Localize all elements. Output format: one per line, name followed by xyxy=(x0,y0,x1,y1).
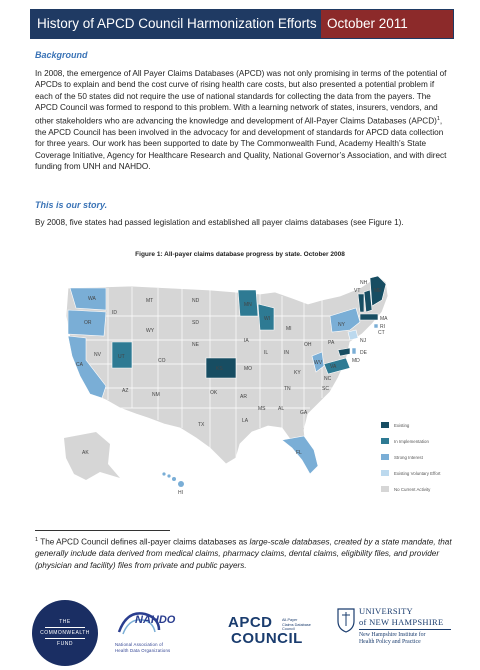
voluntary-effort-states xyxy=(348,330,358,340)
svg-text:NE: NE xyxy=(192,342,199,348)
legend-swatch xyxy=(381,486,389,492)
background-heading: Background xyxy=(35,50,88,60)
legend-item xyxy=(381,481,463,497)
svg-text:PA: PA xyxy=(328,340,335,346)
logo-divider xyxy=(359,629,451,630)
legend-label: No Current Activity xyxy=(394,486,431,492)
legend-label: Existing xyxy=(394,422,410,428)
state-de xyxy=(352,348,356,354)
legend-swatch xyxy=(381,422,389,428)
legend-item xyxy=(381,417,463,433)
logo-text: National Association of xyxy=(115,642,164,647)
svg-text:IN: IN xyxy=(284,350,289,356)
svg-text:NV: NV xyxy=(94,352,101,358)
svg-text:NJ: NJ xyxy=(360,338,367,344)
svg-text:CO: CO xyxy=(158,358,166,364)
legend-label: Existing Voluntary Effort xyxy=(394,470,441,476)
legend-label: Strong Interest xyxy=(394,454,423,460)
svg-text:NH: NH xyxy=(360,280,368,286)
svg-text:MD: MD xyxy=(352,358,360,364)
unh-logo xyxy=(335,606,455,666)
svg-text:SC: SC xyxy=(322,386,329,392)
logo-text: All-Payer xyxy=(282,618,298,622)
background-text-cont: , the APCD Council has been involved in the advocacy for and development of standards for APCD data collection for three years. Our work has been supported to date by The Commonwealth Fund, Academy Health’s State Coverage Initiative, Agency for Healthcare Research and Quality, National Governor’s Association, and with direct funding from UNH and NAHDO. xyxy=(35,116,447,171)
svg-text:MI: MI xyxy=(286,326,292,332)
svg-text:LA: LA xyxy=(242,418,249,424)
state-ak xyxy=(64,432,120,480)
svg-text:WV: WV xyxy=(314,360,323,366)
svg-text:HI: HI xyxy=(178,490,183,496)
legend-swatch xyxy=(381,470,389,476)
legend-swatch xyxy=(381,438,389,444)
svg-text:ME: ME xyxy=(374,288,382,294)
sponsor-logos xyxy=(0,600,480,666)
svg-text:IA: IA xyxy=(244,338,249,344)
state-hi xyxy=(162,472,184,487)
logo-text: Council xyxy=(282,627,295,631)
unh-seal-icon xyxy=(335,606,357,634)
svg-text:CA: CA xyxy=(76,362,83,368)
svg-text:OK: OK xyxy=(210,390,218,396)
svg-text:DE: DE xyxy=(360,350,367,356)
nahdo-subtitle xyxy=(115,642,225,654)
svg-text:ID: ID xyxy=(112,310,117,316)
logo-text: Health Data Organizations xyxy=(115,648,171,653)
background-text: In 2008, the emergence of All Payer Claims Databases (APCD) was not only promising in terms of the potential of APCDs to explain and bend the cost curve of rising health care costs, but also presented a potential problem if each of the 50 states did not require the use of national standards for collecting the data from the payers. The APCD Council was formed to respond to this problem. With a learning network of states, insurers, vendors, and other stakeholders who are advancing the knowledge and development of All-Payer Claims Databases (APCD) xyxy=(35,69,447,126)
legend-label: In Implementation xyxy=(394,438,429,444)
logo-text: APCD xyxy=(228,614,273,631)
svg-text:VT: VT xyxy=(354,288,361,294)
svg-text:CT: CT xyxy=(378,330,385,336)
story-heading: This is our story. xyxy=(35,200,108,210)
svg-text:WA: WA xyxy=(88,296,96,302)
svg-text:WI: WI xyxy=(264,316,271,322)
state-wi-vol xyxy=(348,330,358,340)
svg-text:MS: MS xyxy=(258,406,266,412)
footnote-definition: large-scale databases, created by a state mandate, that generally include data derived from medical claims, pharmacy claims, dental claims, eligibility files, and provider (physician and facility) files from private and public payers. xyxy=(35,537,452,570)
footnote-ref: 1 xyxy=(436,115,440,122)
logo-text: COMMONWEALTH xyxy=(40,630,90,636)
logo-text: New Hampshire Institute for xyxy=(359,632,426,638)
svg-text:MO: MO xyxy=(244,366,253,372)
svg-text:UT: UT xyxy=(118,354,125,360)
svg-text:IL: IL xyxy=(264,350,269,356)
legend-item xyxy=(381,465,463,481)
story-paragraph: By 2008, five states had passed legislation and established all payer claims databases (see Figure 1). xyxy=(35,218,404,227)
svg-text:MA: MA xyxy=(380,316,388,322)
state-ri xyxy=(374,324,378,328)
svg-text:AR: AR xyxy=(240,394,247,400)
svg-text:FL: FL xyxy=(296,450,302,456)
nahdo-logo xyxy=(115,608,210,662)
svg-text:AK: AK xyxy=(82,450,89,456)
svg-text:KY: KY xyxy=(294,370,301,376)
logo-text: FUND xyxy=(57,641,73,647)
page-title: History of APCD Council Harmonization Efforts xyxy=(31,10,321,38)
svg-text:WY: WY xyxy=(146,328,155,334)
svg-text:KS: KS xyxy=(216,366,223,372)
svg-text:NC: NC xyxy=(324,376,332,382)
svg-text:OR: OR xyxy=(84,320,92,326)
background-paragraph xyxy=(35,68,453,172)
svg-text:MN: MN xyxy=(244,302,252,308)
footnote xyxy=(35,535,455,571)
svg-text:AZ: AZ xyxy=(122,388,129,394)
svg-text:VA: VA xyxy=(330,364,337,370)
us-state-map xyxy=(60,268,420,500)
nahdo-wordmark: NAHDO xyxy=(135,614,176,626)
map-legend xyxy=(381,417,463,497)
svg-text:SD: SD xyxy=(192,320,199,326)
figure-title: Figure 1: All-payer claims database progress by state. October 2008 xyxy=(135,251,345,258)
svg-text:NM: NM xyxy=(152,392,160,398)
svg-text:MT: MT xyxy=(146,298,154,304)
logo-text: UNIVERSITY xyxy=(359,606,413,616)
logo-text: of NEW HAMPSHIRE xyxy=(359,617,444,627)
svg-text:AL: AL xyxy=(278,406,285,412)
logo-text: THE xyxy=(59,619,71,625)
title-banner xyxy=(30,9,454,39)
svg-text:OH: OH xyxy=(304,342,312,348)
legend-swatch xyxy=(381,454,389,460)
page-date: October 2011 xyxy=(321,10,453,38)
footnote-divider xyxy=(35,530,170,531)
svg-text:ND: ND xyxy=(192,298,200,304)
footnote-lead: The APCD Council defines all-payer claims databases as xyxy=(38,537,250,547)
svg-text:NY: NY xyxy=(338,322,345,328)
svg-text:RI: RI xyxy=(380,324,385,330)
footnote-mark: 1 xyxy=(35,537,39,543)
apcd-council-logo xyxy=(228,614,328,654)
legend-item xyxy=(381,449,463,465)
commonwealth-fund-logo xyxy=(32,600,98,666)
legend-item xyxy=(381,433,463,449)
svg-text:TN: TN xyxy=(284,386,291,392)
logo-text: Claims Database xyxy=(282,622,311,627)
state-ma xyxy=(360,314,378,320)
logo-text: COUNCIL xyxy=(231,630,303,647)
svg-text:GA: GA xyxy=(300,410,308,416)
logo-text: Health Policy and Practice xyxy=(359,639,421,645)
svg-text:TX: TX xyxy=(198,422,205,428)
